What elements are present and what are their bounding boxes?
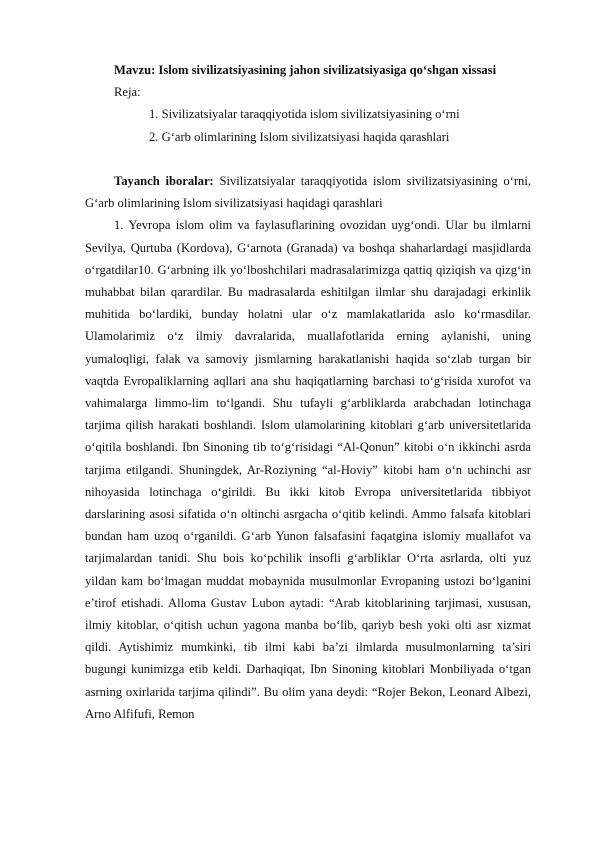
keywords-paragraph (85, 170, 531, 214)
document-content (85, 59, 531, 725)
keywords-text: Sivilizatsiyalar taraqqiyotida islom sivilizatsiyasining o‘rni, G‘arb olimlarining Islom sivilizatsiyasi haqidagi qarashlari (85, 174, 531, 211)
spacer (85, 148, 531, 170)
keywords-label: Tayanch iboralar: (114, 174, 214, 188)
plan-label: Reja: (114, 85, 141, 100)
document-title: Mavzu: Islom sivilizatsiyasining jahon sivilizatsiyasiga qo‘shgan xissasi (114, 63, 497, 77)
plan-item: 1. Sivilizatsiyalar taraqqiyotida islom sivilizatsiyasining o‘rni (149, 107, 460, 122)
plan-item: 2. G‘arb olimlarining Islom sivilizatsiyasi haqida qarashlari (149, 129, 450, 144)
body-paragraph: 1. Yevropa islom olim va faylasuflarining ovozidan uyg‘ondi. Ular bu ilmlarni Sevilya, Qurtuba (Kordova), G‘arnota (Granada) va boshqa shaharlardagi masjidlarda o‘rgatdilar10. G‘arbning ilk yo‘lboshchilari madrasalarimizga qattiq qiziqish va qizg‘in muhabbat bilan qarardilar. Bu madrasalarda eshitilgan ilmlar shu darajadagi erkinlik muhitida bo‘lardiki, bunday holatni ular o‘z mamlakatlarida aslo ko‘rmasdilar. Ulamolarimiz o‘z ilmiy davralarida, muallafotlarida erning aylanishi, uning yumaloqligi, falak va samoviy jismlarning harakatlanishi haqida so‘zlab turgan bir vaqtda Evropaliklarning aqllari ana shu haqiqatlarning barchasi to‘g‘risida xurofot va vahimalarga limmo-lim to‘lgandi. Shu tufayli g‘arbliklarda arabchadan lotinchaga tarjima qilish harakati boshlandi. Islom ulamolarining kitoblari g‘arb universitetlarida o‘qitila boshlandi. Ibn Sinoning tib to‘g‘risidagi “Al-Qonun” kitobi o‘n ikkinchi asrda tarjima etilgandi. Shuningdek, Ar-Roziyning “al-Hoviy” kitobi ham o‘n uchinchi asr nihoyasida lotinchaga o‘girildi. Bu ikki kitob Evropa universitetlarida tibbiyot darslarining asosi sifatida o‘n oltinchi asrgacha o‘qitib kelindi. Ammo falsafa kitoblari bundan ham uzoq o‘rganildi. G‘arb Yunon falsafasini faqatgina islomiy muallafot va tarjimalardan tanidi. Shu bois ko‘pchilik insofli g‘arbliklar O‘rta asrlarda, olti yuz yildan kam bo‘lmagan muddat mobaynida musulmonlar Evropaning ustozi bo‘lganini e’tirof etishadi. Alloma Gustav Lubon aytadi: “Arab kitoblarining tarjimasi, xususan, ilmiy kitoblar, o‘qitish uchun yagona manba bo‘lib, qariyb besh yoki olti asr xizmat qildi. Aytishimiz mumkinki, tib ilmi kabi ba’zi ilmlarda musulmonlarning ta’siri bugungi kunimizga etib keldi. Darhaqiqat, Ibn Sinoning kitoblari Monbiliyada o‘tgan asrning oxirlarida tarjima qilindi”. Bu olim yana deydi: “Rojer Bekon, Leonard Albezi, Arno Alfifufi, Remon (85, 218, 531, 721)
plan-list (85, 103, 531, 147)
